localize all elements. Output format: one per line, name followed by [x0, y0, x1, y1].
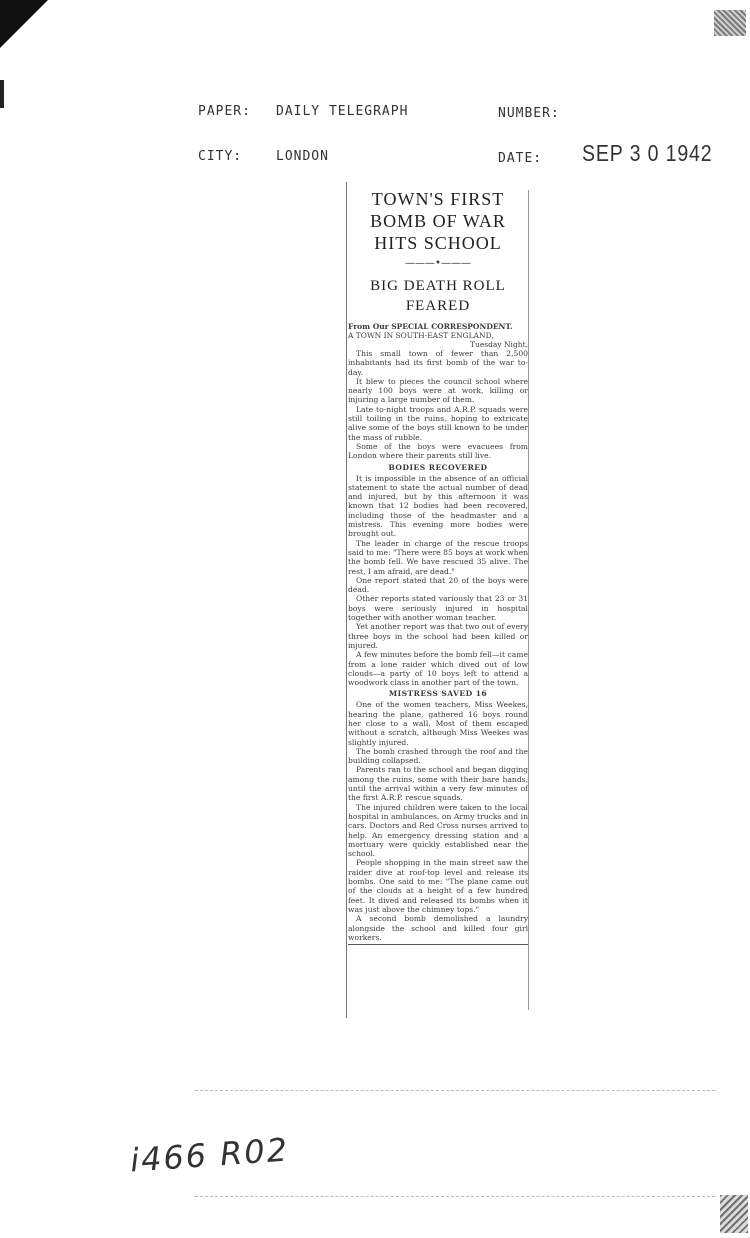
article-paragraph: Some of the boys were evacuees from London where their parents still live.	[348, 441, 528, 461]
section-heading-mistress-saved: MISTRESS SAVED 16	[388, 689, 488, 699]
headline-line: HITS SCHOOL	[374, 233, 502, 253]
article-paragraph: Late to-night troops and A.R.P. squads were still toiling in the ruins, hoping to extricate alive some of the boys still known to be under the mass of rubble.	[348, 404, 528, 442]
city-value: LONDON	[276, 149, 329, 164]
clipping-right-edge	[528, 190, 529, 1010]
article-end-rule	[348, 944, 528, 945]
subheadline-line: BIG DEATH ROLL	[370, 278, 506, 294]
date-label: DATE:	[498, 151, 543, 166]
article-paragraph: This small town of fewer than 2,500 inhabitants had its first bomb of the war to-day.	[348, 349, 528, 377]
article-paragraph: The injured children were taken to the local hospital in ambulances, on Army trucks and in cars. Doctors and Red Cross nurses arrived to help. An emergency dressing station and a mortuary were quickly established near the school.	[348, 802, 528, 859]
paper-label: PAPER:	[198, 104, 251, 119]
date-stamp: SEP 3 0 1942	[582, 140, 713, 166]
city-label: CITY:	[198, 149, 243, 164]
headline-ornament: ———•———	[405, 258, 471, 269]
article-paragraph: People shopping in the main street saw the raider dive at roof-top level and release its bombs. One said to me: "The plane came out of the clouds at a height of a few hundred feet. It dived and released its bombs when it was just above the chimney tops."	[348, 858, 528, 914]
number-label: NUMBER:	[498, 106, 560, 121]
paper-value: DAILY TELEGRAPH	[276, 104, 409, 119]
article-dateline-place: A TOWN IN SOUTH-EAST ENGLAND,	[348, 331, 494, 340]
scan-edge-mark	[0, 80, 4, 108]
scan-smudge-top-right	[714, 10, 746, 36]
scan-smudge-bottom-right	[720, 1195, 748, 1233]
scan-dashed-line	[195, 1196, 715, 1197]
subheadline-line: FEARED	[405, 298, 471, 314]
article-paragraph: A second bomb demolished a laundry alongside the school and killed four girl workers.	[348, 914, 528, 942]
article-paragraph: It is impossible in the absence of an official statement to state the actual number of dead and injured, but by this afternoon it was known that 12 bodies had been recovered, including those of the headmaster and a mistress. This evening more bodies were brought out.	[348, 473, 528, 539]
article-paragraph: One report stated that 20 of the boys were dead.	[348, 575, 528, 595]
article-paragraph: Yet another report was that two out of every three boys in the school had been killed or injured.	[348, 622, 528, 650]
article-paragraph: The bomb crashed through the roof and the building collapsed.	[348, 746, 528, 766]
scan-corner-shadow	[0, 0, 48, 48]
article-paragraph: It blew to pieces the council school where nearly 100 boys were at work, killing or injuring a large number of them.	[348, 376, 528, 405]
article-paragraph: A few minutes before the bomb fell—it came from a lone raider which dived out of low clouds—a party of 10 boys left to attend a woodwork class in another part of the town.	[348, 650, 528, 688]
clipping-left-edge	[346, 182, 347, 1018]
article-paragraph: Other reports stated variously that 23 or 31 boys were seriously injured in hospital together with another woman teacher.	[348, 594, 528, 623]
article-paragraph: The leader in charge of the rescue troops said to me: "There were 85 boys at work when the bomb fell. We have rescued 35 alive. The rest, I am afraid, are dead."	[348, 538, 528, 576]
headline-line: TOWN'S FIRST	[371, 189, 505, 209]
article-paragraph: Parents ran to the school and began digging among the ruins, some with their bare hands, until the arrival within a very few minutes of the first A.R.P. rescue squads.	[348, 765, 528, 803]
scan-dashed-line	[195, 1090, 715, 1091]
article-dateline-time: Tuesday Night.	[469, 340, 528, 349]
headline-line: BOMB OF WAR	[370, 211, 506, 231]
article-paragraph: One of the women teachers, Miss Weekes, hearing the plane, gathered 16 boys round her close to a wall. Most of them escaped without a scratch, although Miss Weekes was slightly injured.	[348, 700, 528, 747]
section-heading-bodies-recovered: BODIES RECOVERED	[388, 462, 488, 472]
article-subheadline	[348, 276, 528, 316]
article-byline: From Our SPECIAL CORRESPONDENT.	[348, 322, 513, 331]
handwritten-annotation: i466 R02	[128, 1130, 291, 1180]
newspaper-clipping	[348, 182, 528, 1018]
article-headline	[348, 188, 528, 254]
